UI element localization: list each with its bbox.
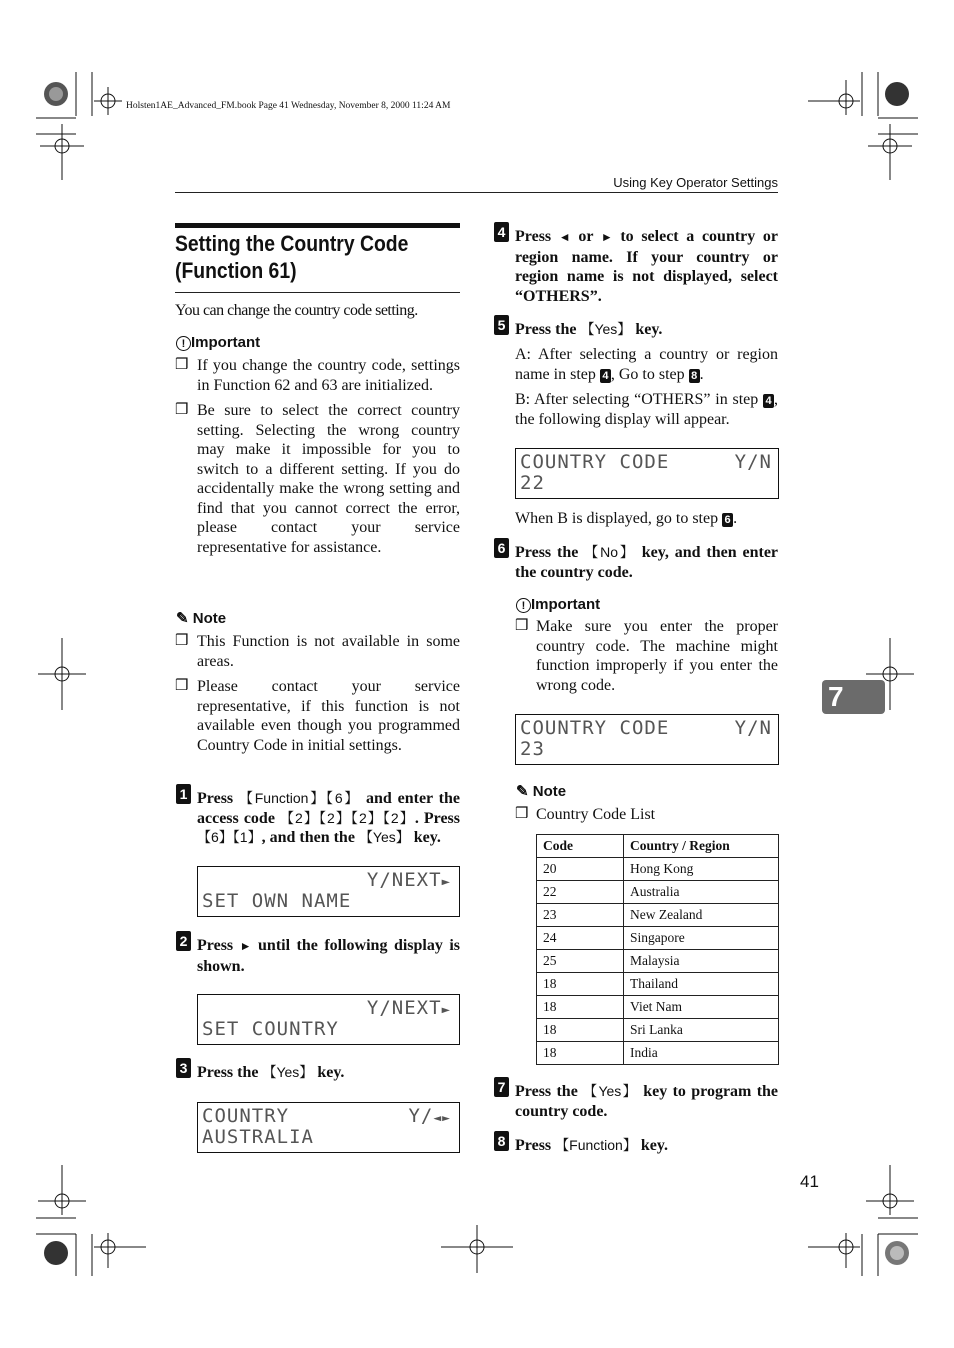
important-heading: ! Important — [516, 596, 600, 613]
header-rule — [175, 192, 778, 193]
pencil-icon: ✎ — [516, 783, 529, 800]
step-5-b-text: B: After selecting “OTHERS” in step 4 , the following display will appear. — [515, 391, 778, 428]
important-icon: ! — [176, 336, 191, 351]
important-list — [515, 617, 778, 695]
step-number: 5 — [494, 315, 509, 335]
step-3-text: Press the 【Yes】 key. — [197, 1064, 345, 1081]
lcd-display: COUNTRY CODE Y/N 22 — [515, 448, 779, 499]
note-heading: ✎ Note — [516, 783, 567, 800]
lcd-display: COUNTRY CODE Y/N 23 — [515, 714, 779, 765]
table-row: 22 Australia — [537, 881, 779, 904]
heading-rule — [175, 292, 460, 293]
checkbox-bullet: ❒ — [175, 402, 189, 418]
step-8-text: Press 【Function】 key. — [515, 1137, 668, 1154]
step-2-text: Press ► until the following display is shown. — [197, 937, 461, 975]
section-title: Setting the Country Code (Function 61) — [175, 231, 409, 283]
file-info: Holsten1AE_Advanced_FM.book Page 41 Wednesday, November 8, 2000 11:24 AM — [126, 101, 451, 111]
important-icon: ! — [516, 598, 531, 613]
list-item: ❒ Country Code List — [515, 806, 656, 823]
checkbox-bullet: ❒ — [515, 806, 529, 822]
step-5-after-text: When B is displayed, go to step 6 . — [515, 510, 738, 527]
page-number: 41 — [800, 1172, 819, 1191]
important-heading: ! Important — [176, 334, 260, 351]
step-number: 4 — [494, 222, 509, 242]
step-7-text: Press the 【Yes】 key to program the country code. — [515, 1083, 779, 1120]
triangle-right-icon: ► — [441, 1002, 451, 1018]
table-row: 20 Hong Kong — [537, 858, 779, 881]
lcd-display: COUNTRY Y/◄► AUSTRALIA — [197, 1102, 460, 1153]
step-number: 3 — [176, 1058, 191, 1078]
triangle-right-icon: ► — [441, 874, 451, 890]
note-list — [515, 805, 778, 825]
list-item: ❒ Be sure to select the correct country setting. Selecting the wrong country may make it impossible for you to switch to a different setting. If you do accidentally make the wrong setting and find that you cannot correct the error, please contact your service representative for assistance. — [175, 402, 460, 556]
important-list — [175, 356, 460, 557]
list-item: ❒ This Function is not available in some areas. — [175, 633, 460, 670]
table-row: 18 Viet Nam — [537, 996, 779, 1019]
table-row: 24 Singapore — [537, 927, 779, 950]
step-5-a-text: A: After selecting a country or region name in step 4 , Go to step 8 . — [515, 346, 778, 383]
table-row: 23 New Zealand — [537, 904, 779, 927]
table-row: 18 Sri Lanka — [537, 1019, 779, 1042]
lcd-display: Y/NEXT► SET COUNTRY — [197, 994, 460, 1045]
arrow-left-icon: ◄ — [558, 230, 571, 244]
list-item: ❒ Make sure you enter the proper country code. The machine might function improperly if you enter the wrong code. — [515, 618, 778, 694]
step-number: 2 — [176, 931, 191, 951]
table-row: 18 Thailand — [537, 973, 779, 996]
running-head: Using Key Operator Settings — [613, 175, 778, 190]
step-1-text: Press 【Function】【6】 and enter the access code 【2】【2】【2】【2】. Press 【6】【1】, and then the 【Yes】 key. — [197, 790, 461, 846]
step-number: 8 — [494, 1131, 509, 1151]
table-row: 18 India — [537, 1042, 779, 1065]
step-number: 6 — [494, 538, 509, 558]
table-row: 25 Malaysia — [537, 950, 779, 973]
note-list — [175, 632, 460, 755]
step-number: 7 — [494, 1077, 509, 1097]
left-right-arrows-icon: ◄► — [433, 1111, 451, 1126]
list-item: ❒ Please contact your service representative, if this function is not available even though you programmed Country Code in initial settings. — [175, 678, 460, 754]
lcd-display: Y/NEXT► SET OWN NAME — [197, 866, 460, 917]
pencil-icon: ✎ — [176, 610, 189, 627]
country-code-table — [536, 834, 779, 1065]
checkbox-bullet: ❒ — [175, 678, 189, 694]
step-5-text: Press the 【Yes】 key. — [515, 321, 663, 338]
step-4-text: Press ◄ or ► to select a country or region name. If your country or region name is not displayed, select “OTHERS”. — [515, 228, 779, 305]
table-header-row — [537, 835, 779, 858]
note-heading: ✎ Note — [176, 610, 227, 627]
step-number: 1 — [176, 784, 191, 804]
column-header: Country / Region — [624, 835, 779, 858]
heading-bar — [175, 223, 460, 228]
intro-text: You can change the country code setting. — [175, 302, 418, 319]
arrow-right-icon: ► — [600, 230, 613, 244]
step-6-text: Press the 【No】 key, and then enter the country code. — [515, 544, 779, 581]
checkbox-bullet: ❒ — [515, 618, 529, 634]
list-item: ❒ If you change the country code, settings in Function 62 and 63 are initialized. — [175, 357, 460, 394]
checkbox-bullet: ❒ — [175, 357, 189, 373]
checkbox-bullet: ❒ — [175, 633, 189, 649]
arrow-right-icon: ► — [239, 939, 252, 953]
column-header: Code — [537, 835, 624, 858]
chapter-tab: 7 — [822, 680, 885, 714]
